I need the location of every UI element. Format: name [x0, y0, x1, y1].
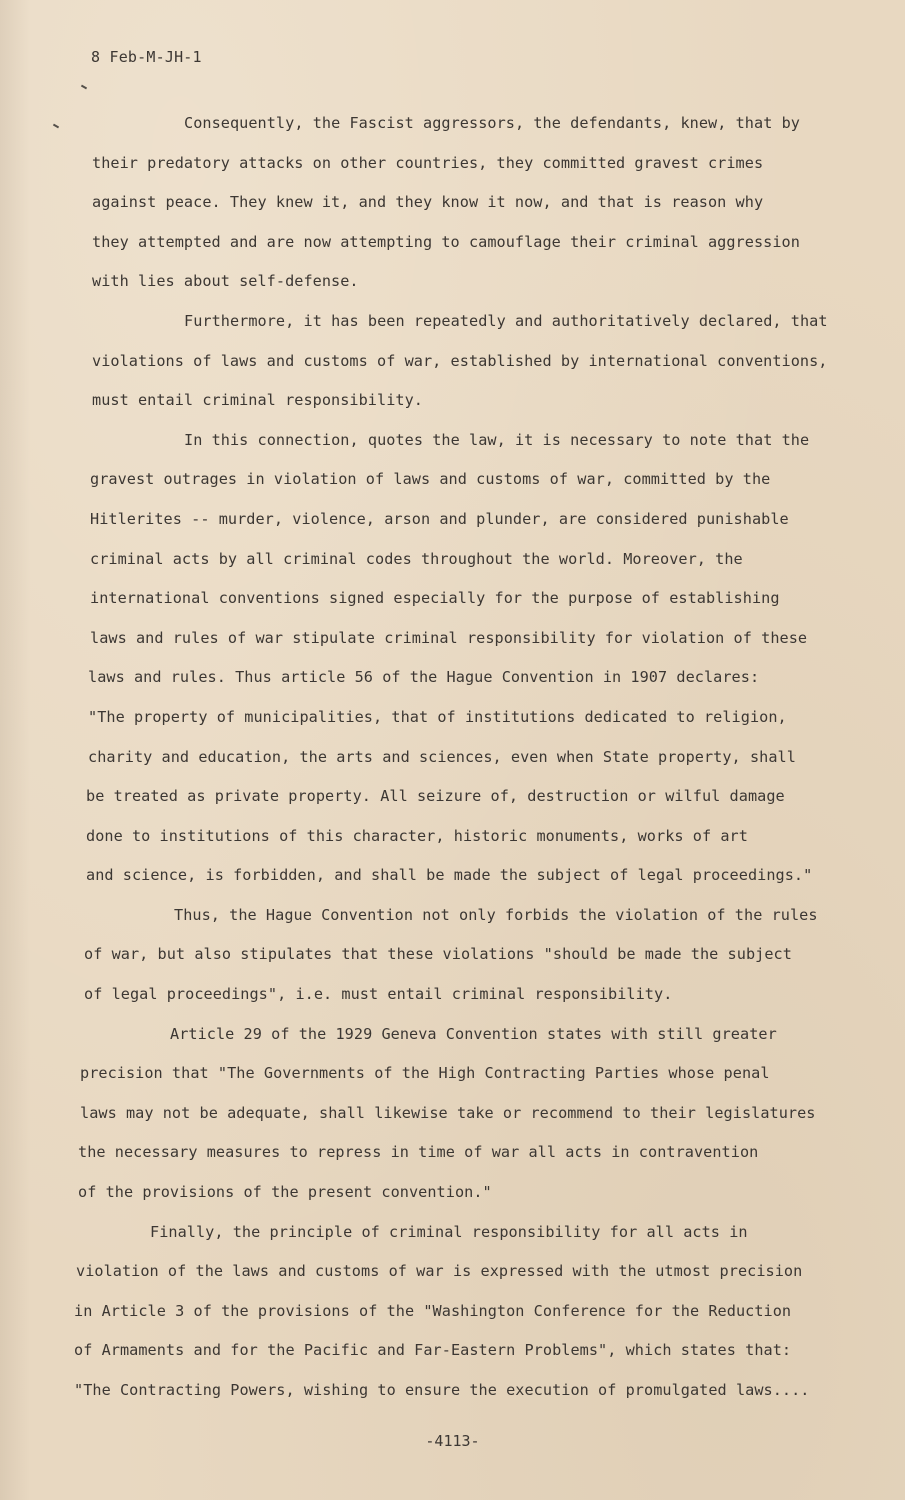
text-line: be treated as private property. All seizure of, destruction or wilful damage — [86, 787, 785, 806]
text-line: must entail criminal responsibility. — [92, 391, 423, 410]
text-line: precision that "The Governments of the High Contracting Parties whose penal — [80, 1064, 770, 1083]
text-line: in Article 3 of the provisions of the "Washington Conference for the Reduction — [74, 1301, 792, 1320]
text-line: laws and rules of war stipulate criminal responsibility for violation of these — [90, 628, 808, 647]
text-line: Hitlerites -- murder, violence, arson and plunder, are considered punishable — [90, 509, 789, 528]
text-line: charity and education, the arts and sciences, even when State property, shall — [88, 747, 796, 766]
text-line: of legal proceedings", i.e. must entail criminal responsibility. — [84, 985, 673, 1004]
text-line: and science, is forbidden, and shall be made the subject of legal proceedings." — [86, 866, 813, 885]
text-line: violations of laws and customs of war, established by international conventions, — [92, 351, 828, 370]
pen-mark — [81, 85, 87, 90]
text-line: gravest outrages in violation of laws and customs of war, committed by the — [90, 470, 771, 489]
text-line: Consequently, the Fascist aggressors, the defendants, knew, that by — [184, 114, 800, 132]
page-fold-shadow — [0, 0, 30, 1500]
text-line: of the provisions of the present convention." — [78, 1183, 492, 1202]
text-line: of Armaments and for the Pacific and Far-Eastern Problems", which states that: — [74, 1341, 792, 1360]
text-line: laws may not be adequate, shall likewise take or recommend to their legislatures — [80, 1103, 816, 1122]
text-line: with lies about self-defense. — [92, 272, 359, 291]
text-line: criminal acts by all criminal codes throughout the world. Moreover, the — [90, 549, 743, 568]
text-line: international conventions signed especially for the purpose of establishing — [90, 589, 780, 608]
text-line: In this connection, quotes the law, it is necessary to note that the — [184, 430, 810, 449]
text-line: against peace. They knew it, and they know it now, and that is reason why — [92, 193, 764, 212]
page-header: 8 Feb-M-JH-1 — [91, 48, 202, 66]
text-line: done to institutions of this character, historic monuments, works of art — [86, 826, 748, 845]
text-line: laws and rules. Thus article 56 of the Hague Convention in 1907 declares: — [88, 668, 760, 687]
document-body — [76, 104, 856, 1411]
pen-mark — [53, 124, 59, 129]
text-line: violation of the laws and customs of war is expressed with the utmost precision — [76, 1262, 803, 1281]
text-line: Finally, the principle of criminal responsibility for all acts in — [150, 1222, 748, 1241]
text-line: Article 29 of the 1929 Geneva Convention states with still greater — [170, 1024, 777, 1043]
text-line: "The property of municipalities, that of institutions dedicated to religion, — [88, 707, 787, 726]
text-line: Thus, the Hague Convention not only forbids the violation of the rules — [174, 905, 818, 924]
text-line: of war, but also stipulates that these violations "should be made the subject — [84, 945, 792, 964]
text-line: "The Contracting Powers, wishing to ensure the execution of promulgated laws.... — [74, 1381, 810, 1399]
text-line: the necessary measures to repress in time of war all acts in contravention — [78, 1143, 759, 1162]
text-line: they attempted and are now attempting to camouflage their criminal aggression — [92, 232, 800, 251]
text-line: their predatory attacks on other countries, they committed gravest crimes — [92, 153, 764, 172]
text-line: Furthermore, it has been repeatedly and authoritatively declared, that — [184, 311, 828, 330]
page-number: -4113- — [425, 1432, 480, 1450]
